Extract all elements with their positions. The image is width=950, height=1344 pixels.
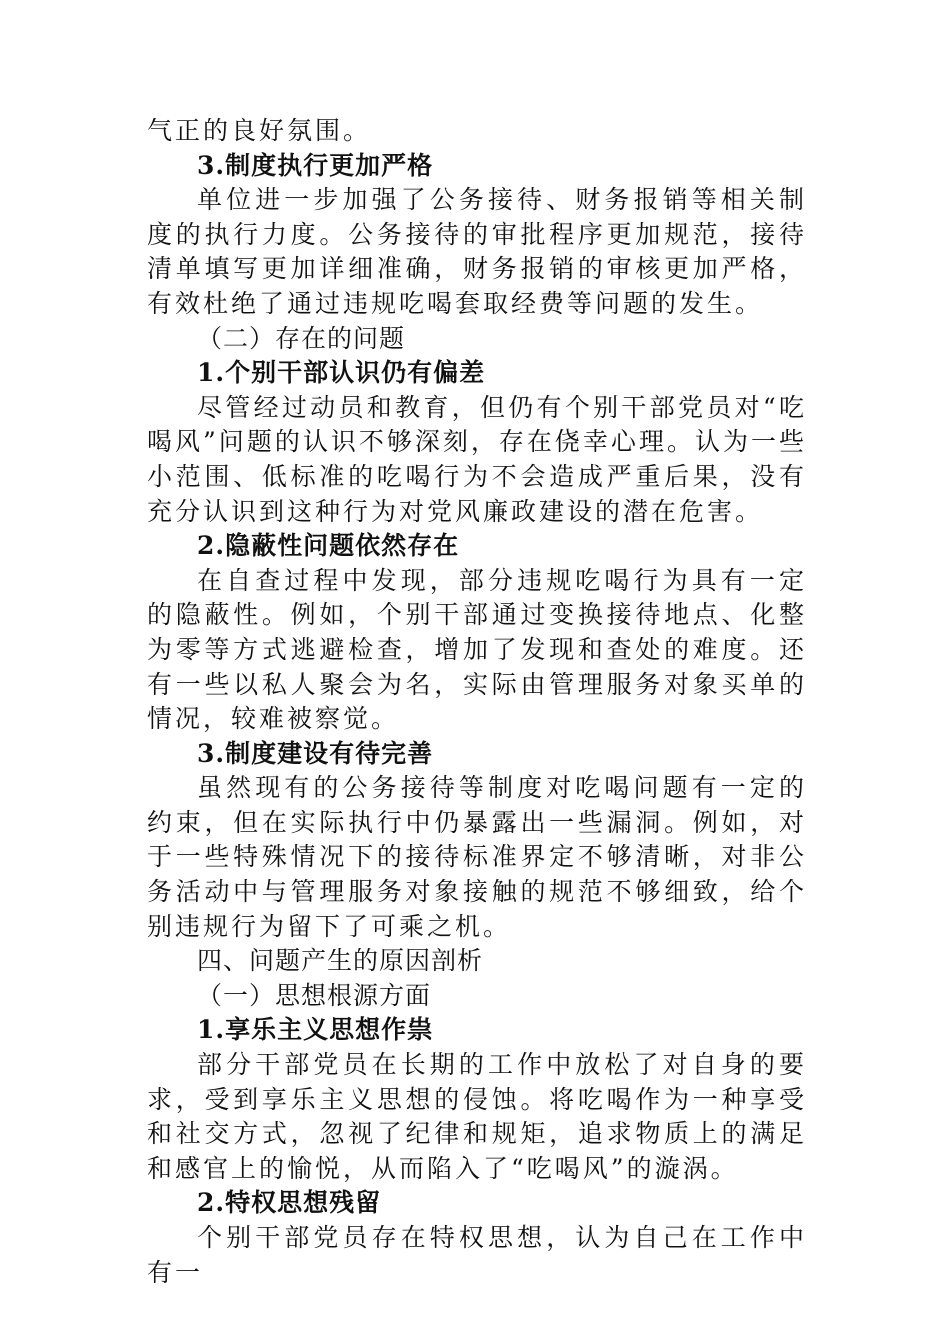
paragraph: 虽然现有的公务接待等制度对吃喝问题有一定的约束，但在实际执行中仍暴露出一些漏洞。例如，对于一些特殊情况下的接待标准界定不够清晰，对非公务活动中与管理服务对象接触的规范不够细致，给个别违规行为留下了可乘之机。 <box>147 773 807 941</box>
item-heading: 1.享乐主义思想作祟 <box>197 1015 434 1045</box>
paragraph: 部分干部党员在长期的工作中放松了对自身的要求，受到享乐主义思想的侵蚀。将吃喝作为一种享受和社交方式，忽视了纪律和规矩，追求物质上的满足和感官上的愉悦，从而陷入了“吃喝风”的漩涡。 <box>147 1050 807 1183</box>
subsection-heading: （二）存在的问题 <box>197 323 406 353</box>
paragraph-continuation: 气正的良好氛围。 <box>147 116 372 145</box>
paragraph: 个别干部党员存在特权思想，认为自己在工作中有一 <box>147 1223 807 1287</box>
paragraph: 在自查过程中发现，部分违规吃喝行为具有一定的隐蔽性。例如，个别干部通过变换接待地点、化整为零等方式逃避检查，增加了发现和查处的难度。还有一些以私人聚会为名，实际由管理服务对象买单的情况，较难被察觉。 <box>147 565 807 734</box>
document-body <box>147 114 807 1290</box>
subsection-heading: （一）思想根源方面 <box>197 980 432 1010</box>
paragraph: 单位进一步加强了公务接待、财务报销等相关制度的执行力度。公务接待的审批程序更加规范，接待清单填写更加详细准确，财务报销的审核更加严格，有效杜绝了通过违规吃喝套取经费等问题的发生。 <box>147 185 807 318</box>
section-heading: 四、问题产生的原因剖析 <box>197 946 484 976</box>
item-heading: 3.制度建设有待完善 <box>197 738 434 768</box>
item-heading: 1.个别干部认识仍有偏差 <box>197 358 486 388</box>
item-heading: 2.隐蔽性问题依然存在 <box>197 531 460 561</box>
item-heading: 2.特权思想残留 <box>197 1188 382 1218</box>
paragraph: 尽管经过动员和教育，但仍有个别干部党员对“吃喝风”问题的认识不够深刻，存在侥幸心理。认为一些小范围、低标准的吃喝行为不会造成严重后果，没有充分认识到这种行为对党风廉政建设的潜在危害。 <box>147 392 807 526</box>
item-heading: 3.制度执行更加严格 <box>197 150 434 180</box>
